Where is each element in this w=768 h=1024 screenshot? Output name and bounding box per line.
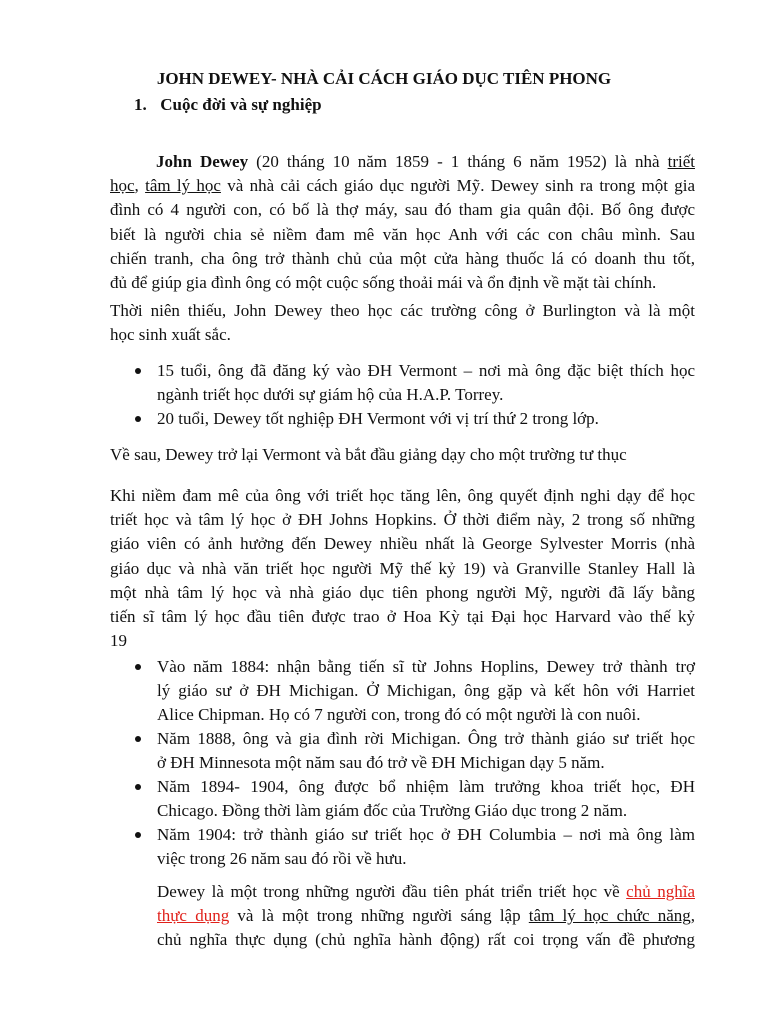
later-paragraph: Về sau, Dewey trở lại Vermont và bắt đầu giảng dạy cho một trường tư thục <box>110 445 627 464</box>
bullet-dot <box>135 368 141 374</box>
youth-line-2: học sinh xuất sắc. <box>110 325 231 345</box>
document-title: JOHN DEWEY- NHÀ CẢI CÁCH GIÁO DỤC TIÊN PHONG <box>156 69 612 88</box>
bullet-dot <box>135 832 141 838</box>
link-triet-hoc-2[interactable]: học <box>110 176 135 196</box>
youth-paragraph <box>110 299 695 347</box>
youth-line-1: Thời niên thiếu, John Dewey theo học các trường công ở Burlington và là một <box>110 301 695 320</box>
intro-line-4: biết là người chia sẻ niềm đam mê văn học Anh với các con châu mình. Sau <box>110 224 695 244</box>
intro-line-1: John Dewey (20 tháng 10 năm 1859 - 1 tháng 6 năm 1952) là nhà triết <box>156 152 695 171</box>
list-item: 15 tuổi, ông đã đăng ký vào ĐH Vermont – nơi mà ông đặc biệt thích học ngành triết học dưới sự giám hộ của H.A.P. Torrey. <box>110 359 695 407</box>
intro-line-3: đình có 4 người con, có bố là thợ máy, sau đó tham gia quân đội. Bố ông được <box>110 200 695 220</box>
pragmatism-paragraph <box>157 880 695 953</box>
link-triet-hoc[interactable]: triết <box>667 152 695 171</box>
link-chu-nghia-thuc-dung[interactable]: chủ nghĩa <box>626 882 695 901</box>
list-item: Năm 1894- 1904, ông được bổ nhiệm làm trưởng khoa triết học, ĐH Chicago. Đồng thời làm giám đốc của Trường Giáo dục trong 2 năm. <box>110 775 695 823</box>
link-tam-ly-hoc-chuc-nang[interactable]: tâm lý học chức năng <box>528 906 691 926</box>
dewey-name: John Dewey <box>156 152 249 171</box>
bullet-list-career <box>110 655 695 871</box>
link-chu-nghia-thuc-dung-2[interactable]: thực dụng <box>157 906 230 926</box>
list-item: Năm 1904: trở thành giáo sư triết học ở ĐH Columbia – nơi mà ông làm việc trong 26 năm sau đó rồi về hưu. <box>110 823 695 871</box>
pragmatism-line-3: chủ nghĩa thực dụng (chủ nghĩa hành động) rất coi trọng vấn đề phương <box>157 930 695 950</box>
section-title: Cuộc đời và sự nghiệp <box>160 95 322 114</box>
bullet-dot <box>135 416 141 422</box>
bullet-dot <box>135 784 141 790</box>
bullet-dot <box>135 664 141 670</box>
passion-paragraph: Khi niềm đam mê của ông với triết học tăng lên, ông quyết định nghi dạy để học triết học và tâm lý học ở ĐH Johns Hopkins. Ở thời điểm này, 2 trong số những giáo viên có ảnh hưởng đến Dewey nhiều nhất là George Sylvester Morris (nhà giáo dục và nhà văn triết học người Mỹ thế kỷ 19) và Granville Stanley Hall là một nhà tâm lý học và nhà giáo dục tiên phong người Mỹ, người đã lấy bằng tiến sĩ tâm lý học đầu tiên được trao ở Hoa Kỳ tại Đại học Harvard vào thế kỷ 19 <box>110 486 695 651</box>
intro-line-5: chiến tranh, cha ông trở thành chủ của một cửa hàng thuốc lá có doanh thu tốt, <box>110 248 695 268</box>
list-item: Vào năm 1884: nhận bằng tiến sĩ từ Johns Hoplins, Dewey trở thành trợ lý giáo sư ở ĐH Michigan. Ở Michigan, ông gặp và kết hôn với Harriet Alice Chipman. Họ có 7 người con, trong đó có một người là con nuôi. <box>110 655 695 727</box>
list-item: 20 tuổi, Dewey tốt nghiệp ĐH Vermont với vị trí thứ 2 trong lớp. <box>110 407 695 431</box>
bullet-list-early-life <box>110 359 695 431</box>
pragmatism-line-1: Dewey là một trong những người đầu tiên phát triển triết học về chủ nghĩa <box>157 882 695 901</box>
list-item: Năm 1888, ông và gia đình rời Michigan. Ông trở thành giáo sư triết học ở ĐH Minnesota một năm sau đó trở về ĐH Michigan dạy 5 năm. <box>110 727 695 775</box>
pragmatism-line-2: thực dụng và là một trong những người sáng lập tâm lý học chức năng, <box>157 906 695 926</box>
intro-paragraph <box>110 150 695 295</box>
intro-line-2: học, tâm lý học và nhà cải cách giáo dục người Mỹ. Dewey sinh ra trong một gia <box>110 176 696 196</box>
bullet-dot <box>135 736 141 742</box>
intro-line-6: đủ để giúp gia đình ông có một cuộc sống thoải mái và ổn định về mặt tài chính. <box>110 273 657 293</box>
section-heading <box>134 94 322 116</box>
section-number: 1. <box>134 95 147 114</box>
link-tam-ly-hoc[interactable]: tâm lý học <box>145 176 221 196</box>
